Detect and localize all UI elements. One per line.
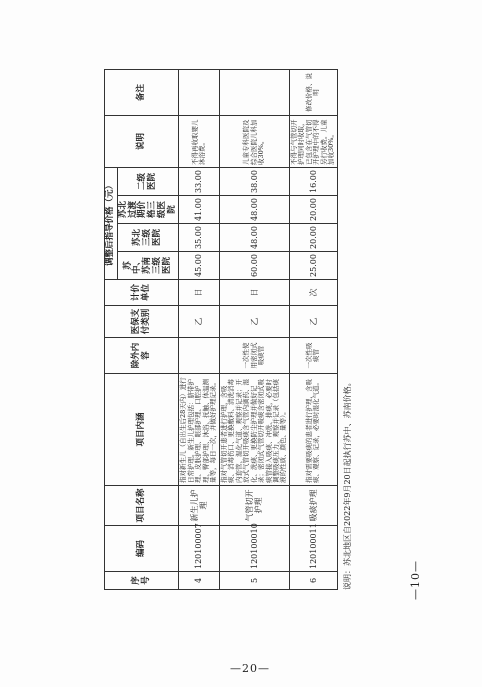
- header-price-a: 苏中、苏南三级医院: [117, 252, 179, 280]
- table-row: [289, 69, 337, 589]
- cell-code: 120100011: [289, 526, 337, 572]
- cell-desc: 儿童专科医院及综合医院儿科加收30%。: [219, 115, 289, 167]
- cell-insurance: 乙: [179, 306, 219, 338]
- cell-price-d: 33.00: [179, 167, 219, 195]
- cell-price-c: 48.00: [219, 196, 289, 224]
- cell-price-b: 20.00: [289, 224, 337, 252]
- header-price-c: 苏北过渡期价格三级医院: [117, 196, 179, 224]
- cell-remark: [179, 69, 219, 115]
- cell-price-b: 35.00: [179, 224, 219, 252]
- table-row: [219, 69, 289, 589]
- cell-exclusion: 一次性使用密闭式吸痰管: [219, 338, 289, 374]
- header-insurance: 医保支付类别: [105, 306, 179, 338]
- rotated-price-table-sheet: [104, 70, 444, 590]
- cell-price-c: 41.00: [179, 196, 219, 224]
- cell-name: 气管切开护理: [219, 486, 289, 526]
- cell-unit: 日: [179, 280, 219, 306]
- header-content: 项目内涵: [105, 374, 179, 486]
- cell-exclusion: [179, 338, 219, 374]
- header-seq: 序号: [105, 572, 179, 590]
- header-name: 项目名称: [105, 486, 179, 526]
- cell-remark: 修改价格、说明: [289, 69, 337, 115]
- cell-price-a: 45.00: [179, 252, 219, 280]
- cell-content: 指对需要吸痰的患者进行护理，含吸痰、观察、记录，必要时湿化气道。: [289, 374, 337, 486]
- cell-exclusion: 一次性吸痰管: [289, 338, 337, 374]
- header-code: 编码: [105, 526, 179, 572]
- cell-name: 吸痰护理: [289, 486, 337, 526]
- cell-price-c: 20.00: [289, 196, 337, 224]
- cell-price-a: 25.00: [289, 252, 337, 280]
- cell-seq: 4: [179, 572, 219, 590]
- header-exclusion: 除外内容: [105, 338, 179, 374]
- header-row-top: [105, 69, 118, 589]
- header-price-d: 二级医院: [117, 167, 179, 195]
- cell-desc: 不得再收取婴儿沐浴费。: [179, 115, 219, 167]
- price-table: [104, 69, 338, 590]
- cell-code: 120100007: [179, 526, 219, 572]
- table-note: 说明：苏北地区自2022年9月20日起执行苏中、苏南价格。: [342, 378, 352, 590]
- cell-price-b: 48.00: [219, 224, 289, 252]
- cell-seq: 5: [219, 572, 289, 590]
- cell-price-a: 60.00: [219, 252, 289, 280]
- cell-seq: 6: [289, 572, 337, 590]
- cell-name: 新生儿护理: [179, 486, 219, 526]
- cell-unit: 次: [289, 280, 337, 306]
- cell-insurance: 乙: [289, 306, 337, 338]
- cell-remark: [219, 69, 289, 115]
- cell-content: 指对气管切开患者进行护理，含吸痰、消毒伤口、更换敷料、清洗消毒内套管、湿化气道、观察并记录；开放式气管切开吸痰含气管内滴药、湿化、洗痰、更换防尘护理并做好记录；密闭式气管切开吸痰含密闭式吸痰管接入吸痰、冲洗、排痰，必要时调整吸痰压力，观察并记录（包括痰液的性质、颜色、量等）。: [219, 374, 289, 486]
- table-row: [179, 69, 219, 589]
- header-desc: 说明: [105, 115, 179, 167]
- cell-price-d: 16.00: [289, 167, 337, 195]
- page-number-side: —10—: [409, 560, 422, 600]
- cell-code: 120100010: [219, 526, 289, 572]
- header-unit: 计价单位: [105, 280, 179, 306]
- cell-price-d: 38.00: [219, 167, 289, 195]
- header-price-group: 调整后指导价格（元）: [105, 167, 118, 279]
- page-number-bottom: —20—: [230, 662, 270, 675]
- cell-content: 指对新生儿（自出生后28天内）进行日常护理。新生儿护理包括：脐带护理、皮肤护理、眼部护理、口腔护理、臀部护理、沐浴、抚触、体温测量等，每日一次，并做好护理记录。: [179, 374, 219, 486]
- header-price-b: 苏北三级医院: [117, 224, 179, 252]
- header-remark: 备注: [105, 69, 179, 115]
- cell-insurance: 乙: [219, 306, 289, 338]
- cell-desc: 不得与气管切开护理同时收取，已包含在气管切开护理中的不得另行收费。儿童加收30%。: [289, 115, 337, 167]
- cell-unit: 日: [219, 280, 289, 306]
